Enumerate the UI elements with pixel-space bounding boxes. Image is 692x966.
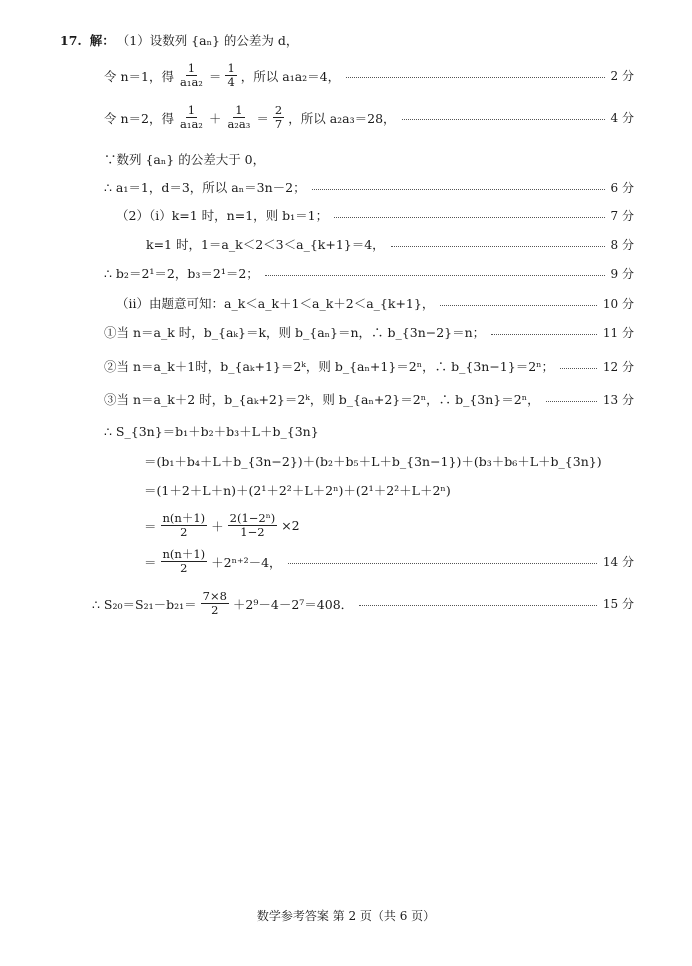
solution-line-17: ∴ S₂₀＝S₂₁－b₂₁＝ $\frac{7\times 8}{2}$ ＋2⁹－4－2⁷＝408． 15 分 [92, 589, 634, 618]
score-label: 9 分 [610, 266, 634, 281]
solution-line-9: ①当 n＝a_k 时，b_{aₖ}＝k，则 b_{aₙ}＝n，∴ b_{3n−2}＝n； 11 分 [104, 325, 634, 340]
solution-line-4: ∴ a₁＝1，d＝3，所以 aₙ＝3n－2； 6 分 [104, 180, 634, 195]
solution-line-8: （ii）由题意可知：a_k＜a_k＋1＜a_k＋2＜a_{k+1}， 10 分 [116, 296, 634, 311]
dot-leader [346, 77, 604, 78]
score-label: 15 分 [602, 597, 634, 612]
solution-line-14: ＝(1＋2＋L＋n)＋(2¹＋2²＋L＋2ⁿ)＋(2¹＋2²＋L＋2ⁿ) [144, 483, 451, 498]
score-label: 4 分 [610, 111, 634, 126]
solution-line-1: 令 n＝1，得 $\frac{1}{\text{a₁a₂}}$ ＝ $\frac{1}{4}$ ，所以 a₁a₂＝4， 2 分 [104, 61, 634, 90]
score-label: 12 分 [602, 359, 634, 374]
solution-line-2: 令 n＝2，得 $\frac{1}{\text{a₁a₂}}$ ＋ $\frac{1}{\text{a₂a₃}}$ ＝ $\frac{2}{7}$ ，所以 a₂a₃＝28， 4 分 [104, 103, 634, 132]
score-label: 14 分 [602, 555, 634, 570]
solution-line-10: ②当 n＝a_k＋1时，b_{aₖ+1}＝2ᵏ，则 b_{aₙ+1}＝2ⁿ，∴ b_{3n−1}＝2ⁿ； 12 分 [104, 359, 634, 374]
dot-leader [359, 605, 597, 606]
fraction: $\frac{7\times 8}{2}$ [202, 589, 227, 618]
score-label: 6 分 [610, 180, 634, 195]
score-label: 2 分 [610, 69, 634, 84]
solution-label: 解： [89, 33, 115, 48]
fraction: $\frac{1}{\text{a₁a₂}}$ [179, 103, 203, 132]
dot-leader [546, 401, 597, 402]
dot-leader [491, 334, 597, 335]
solution-line-3: ∵数列 {aₙ} 的公差大于 0， [104, 152, 266, 167]
fraction: $\frac{n(n+1)}{2}$ [162, 511, 206, 540]
solution-line-11: ③当 n＝a_k＋2 时，b_{aₖ+2}＝2ᵏ，则 b_{aₙ+2}＝2ⁿ，∴ b_{3n}＝2ⁿ， 13 分 [104, 392, 634, 407]
dot-leader [334, 217, 604, 218]
fraction: $\frac{1}{4}$ [227, 61, 235, 90]
fraction: $\frac{n(n+1)}{2}$ [162, 547, 206, 576]
problem-intro: （1）设数列 {aₙ} 的公差为 d， [116, 33, 299, 48]
dot-leader [440, 305, 597, 306]
dot-leader [312, 189, 605, 190]
problem-number: 17. [60, 32, 82, 48]
page-footer: 数学参考答案 第 2 页（共 6 页） [256, 909, 436, 923]
dot-leader [288, 563, 597, 564]
dot-leader [402, 119, 605, 120]
dot-leader [560, 368, 597, 369]
solution-line-7: ∴ b₂＝2¹＝2，b₃＝2¹＝2； 9 分 [104, 266, 634, 281]
dot-leader [265, 275, 605, 276]
problem-heading [60, 31, 634, 49]
solution-line-5: （2）（i）k=1 时，n=1，则 b₁＝1； 7 分 [116, 208, 634, 223]
solution-line-12: ∴ S_{3n}＝b₁＋b₂＋b₃＋L＋b_{3n} [104, 424, 319, 439]
line-text: 令 n＝1，得 [104, 68, 174, 84]
score-label: 8 分 [610, 237, 634, 252]
solution-line-13: ＝(b₁＋b₄＋L＋b_{3n−2})＋(b₂＋b₅＋L＋b_{3n−1})＋(b₃＋b₆＋L＋b_{3n}) [144, 454, 602, 469]
fraction: $\frac{1}{\text{a₁a₂}}$ [179, 61, 203, 90]
dot-leader [391, 246, 605, 247]
solution-line-16: ＝ $\frac{n(n+1)}{2}$ ＋2ⁿ⁺²－4， 14 分 [144, 547, 634, 576]
solution-line-15: ＝ $\frac{n(n+1)}{2}$ ＋ $\frac{\text{2(1−2ⁿ)}}{1-2}$ ×2 [144, 511, 300, 540]
score-label: 10 分 [602, 296, 634, 311]
fraction: $\frac{1}{\text{a₂a₃}}$ [227, 103, 251, 132]
score-label: 11 分 [602, 325, 634, 340]
solution-line-6: k=1 时，1＝a_k＜2＜3＜a_{k+1}＝4， 8 分 [146, 237, 634, 252]
fraction: $\frac{\text{2(1−2ⁿ)}}{1-2}$ [229, 511, 276, 540]
fraction: $\frac{2}{7}$ [274, 103, 283, 132]
score-label: 7 分 [610, 208, 634, 223]
score-label: 13 分 [602, 392, 634, 407]
